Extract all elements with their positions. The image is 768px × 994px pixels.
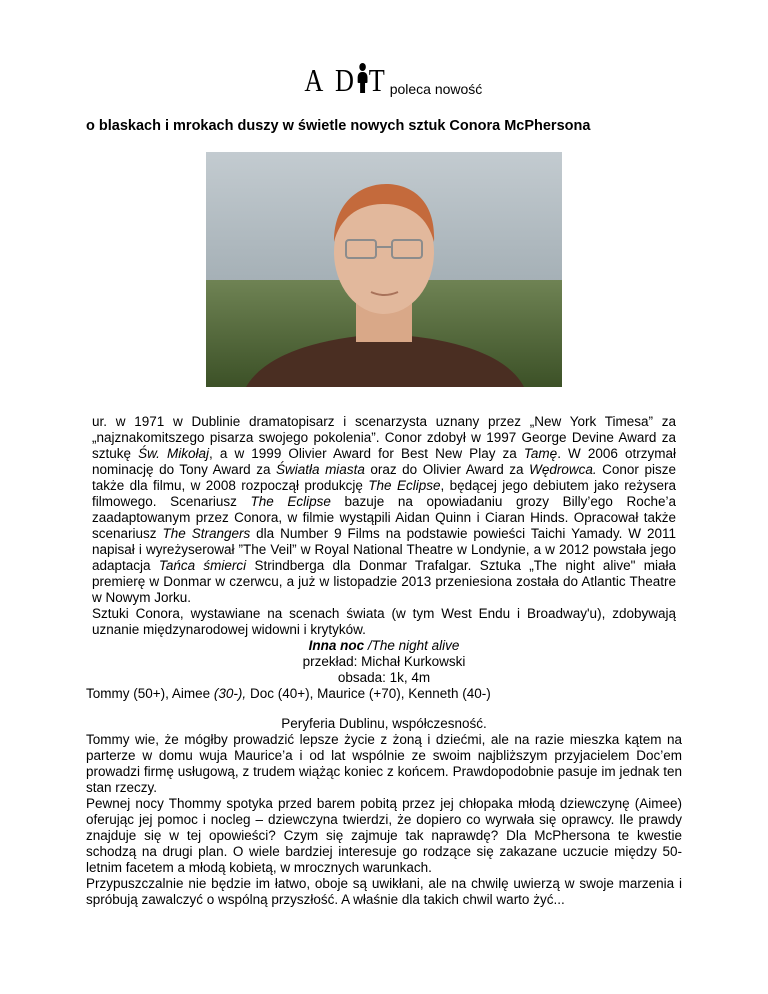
play-desc-paragraph-3: Przypuszczalnie nie będzie im łatwo, oboje są uwikłani, ale na chwilę uwierzą w swoje marzenia i spróbują zawalczyć o wspólną przyszłość. A właśnie dla takich chwil warto żyć... xyxy=(86,876,682,907)
play-desc-paragraph-2: Pewnej nocy Thommy spotyka przed barem pobitą przez jej chłopaka młodą dziewczynę (Aimee) oferując jej pomoc i nocleg – dziewczyna twierdzi, że dopiero co wyrwała się oprawcy. Ile prawdy znajduje się w tej opowieści? Czym się zajmuje tak naprawdę? Dla McPhersona te kwestie schodzą na drugi plan. O wiele bardziej interesuje go rodzące się zakazane uczucie między 50-letnim facetem a młodą kobietą, w mrocznych warunkach. xyxy=(86,796,682,875)
play-info xyxy=(86,638,682,702)
adit-logo: A D T xyxy=(304,62,388,98)
play-description xyxy=(86,716,682,908)
author-bio xyxy=(92,414,676,638)
play-setting: Peryferia Dublinu, współczesność. xyxy=(281,716,487,731)
tagline: poleca nowość xyxy=(389,81,483,97)
person-figure-icon xyxy=(357,63,368,93)
play-desc-paragraph-1: Tommy wie, że mógłby prowadzić lepsze życie z żoną i dziećmi, ale na razie mieszka kątem na parterze w domu wuja Maurice’a i od lat wspólnie ze swoim najbliższym przyjacielem Doc’em prowadzi firmę usługową, z trudem wiążąc koniec z końcem. Prawdopodobnie pasuje im jednak ten stan rzeczy. xyxy=(86,732,682,795)
header xyxy=(0,62,768,99)
bio-paragraph-2: Sztuki Conora, wystawiane na scenach świata (w tym West Endu i Broadway'u), zdobywają uznanie międzynarodowej widowni i krytyków. xyxy=(92,606,676,637)
bio-paragraph: ur. w 1971 w Dublinie dramatopisarz i scenarzysta uznany przez „New York Timesa” za „najznakomitszego pisarza swojego pokolenia”. Conor zdobył w 1997 George Devine Award za sztukę Św. Mikołaj, a w 1999 Olivier Award for Best New Play za Tamę. W 2006 otrzymał nominację do Tony Award za Światła miasta oraz do Olivier Award za Wędrowca. Conor pisze także dla filmu, w 2008 rozpoczął produkcję The Eclipse, będącej jego debiutem jako reżysera filmowego. Scenariusz The Eclipse bazuje na opowiadaniu grozy Billy’ego Roche’a zaadaptowanym przez Conora, w filmie wystąpili Aidan Quinn i Ciaran Hinds. Opracował także scenariusz The Strangers dla Number 9 Films na podstawie powieści Taichi Yamady. W 2011 napisał i wyreżyserował ”The Veil” w Royal National Theatre w Londynie, a w 2012 powstała jego adaptacja Tańca śmierci Strindberga dla Donmar Trafalgar. Sztuka „The night alive" miała premierę w Donmar w czerwcu, a już w listopadzie 2013 przeniesiona została do Atlantic Theatre w Nowym Jorku. xyxy=(92,414,677,605)
play-translation: przekład: Michał Kurkowski xyxy=(302,654,466,669)
headline: o blaskach i mrokach duszy w świetle nowych sztuk Conora McPhersona xyxy=(86,118,591,134)
play-title: Inna noc /The night alive xyxy=(308,638,460,653)
play-cast-count: obsada: 1k, 4m xyxy=(337,670,431,685)
author-photo xyxy=(206,152,562,387)
play-cast: Tommy (50+), Aimee (30-), Doc (40+), Maurice (+70), Kenneth (40-) xyxy=(86,686,491,701)
